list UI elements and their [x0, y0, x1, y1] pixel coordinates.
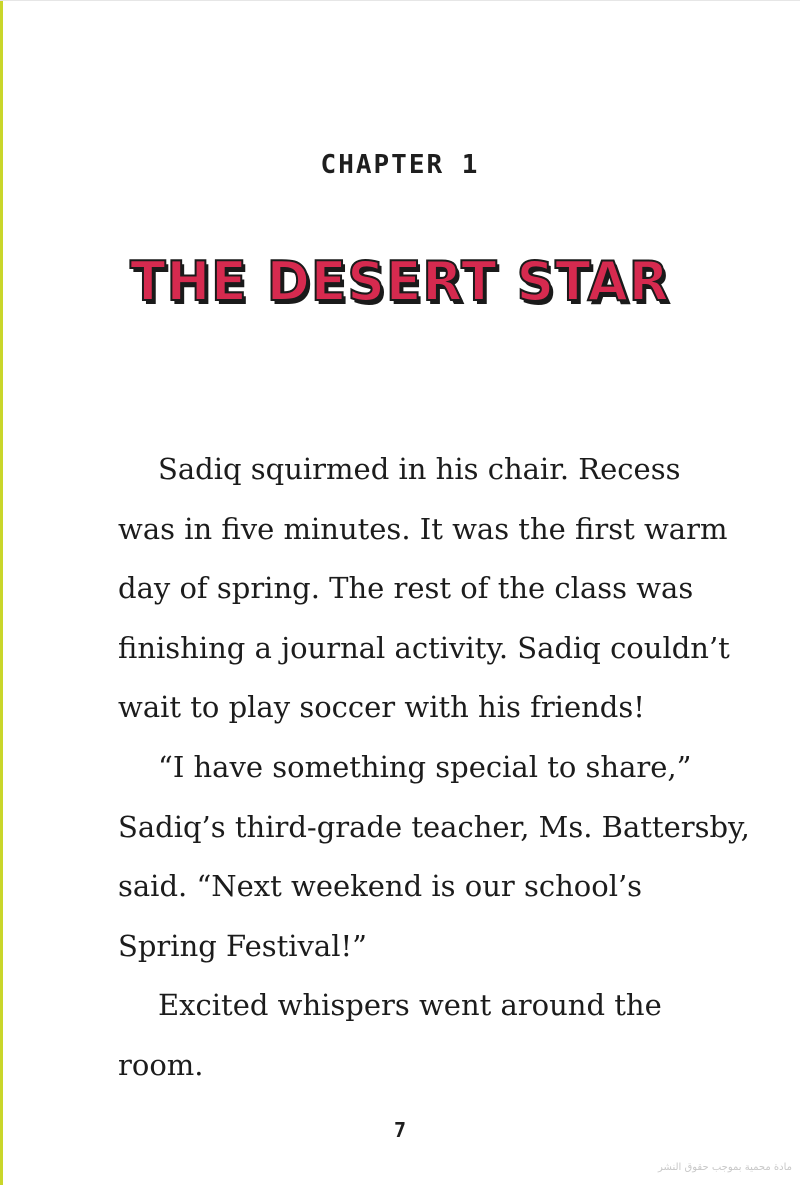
body-line: said. “Next weekend is our school’s — [118, 869, 643, 904]
body-line: Spring Festival!” — [118, 928, 367, 963]
chapter-title: THE DESERT STAR — [130, 250, 670, 314]
body-line: was in five minutes. It was the first warm — [118, 511, 728, 546]
body-line: day of spring. The rest of the class was — [118, 571, 694, 606]
body-line: Sadiq’s third-grade teacher, Ms. Battersby, — [118, 809, 750, 844]
body-line: wait to play soccer with his friends! — [118, 690, 645, 725]
page-number: 7 — [393, 1118, 407, 1142]
chapter-label: CHAPTER 1 — [320, 150, 480, 180]
body-line: Excited whispers went around the — [158, 988, 662, 1023]
copyright-watermark: مادة محمية بموجب حقوق النشر — [658, 1162, 792, 1173]
body-line: room. — [118, 1047, 204, 1082]
body-line: finishing a journal activity. Sadiq couldn’t — [118, 630, 730, 665]
body-line: Sadiq squirmed in his chair. Recess — [158, 452, 681, 486]
chapter-body — [118, 440, 758, 1096]
body-line: “I have something special to share,” — [158, 749, 692, 784]
page-edge-top — [0, 0, 800, 1]
